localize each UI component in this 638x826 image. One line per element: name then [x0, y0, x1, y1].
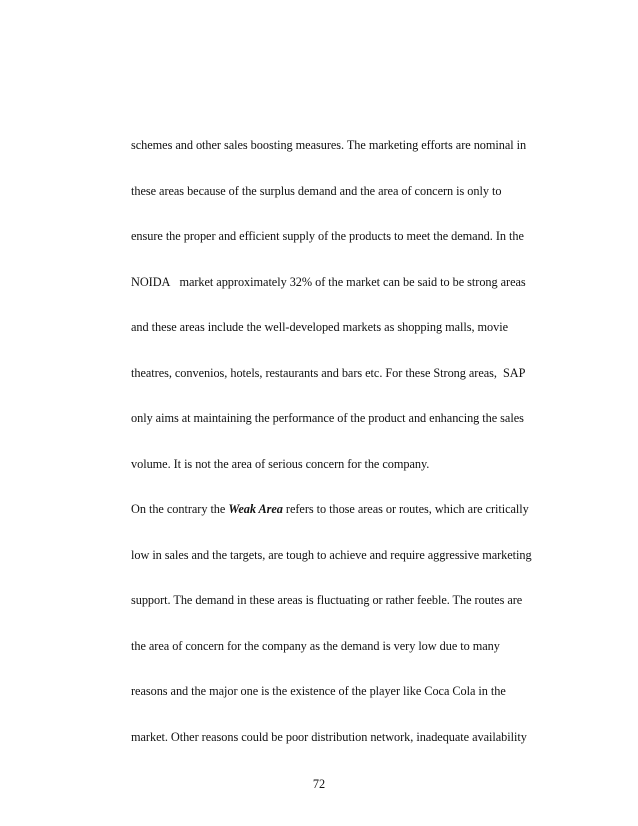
text-run: refers to those areas or routes, which are critically: [282, 502, 529, 516]
text-line: theatres, convenios, hotels, restaurants and bars etc. For these Strong areas, SAP: [131, 366, 526, 380]
text-line: [131, 501, 529, 517]
text-line: and these areas include the well-developed markets as shopping malls, movie: [131, 320, 508, 334]
text-line: support. The demand in these areas is fluctuating or rather feeble. The routes are: [131, 593, 523, 607]
text-line: ensure the proper and efficient supply of the products to meet the demand. In the: [131, 229, 524, 243]
text-line: NOIDA market approximately 32% of the market can be said to be strong areas: [131, 275, 526, 289]
text-line: reasons and the major one is the existence of the player like Coca Cola in the: [131, 684, 506, 698]
text-line: only aims at maintaining the performance of the product and enhancing the sales: [131, 411, 524, 425]
text-line: market. Other reasons could be poor distribution network, inadequate availability: [131, 730, 527, 744]
text-line: these areas because of the surplus demand and the area of concern is only to: [131, 184, 502, 198]
text-line: low in sales and the targets, are tough to achieve and require aggressive marketing: [131, 548, 532, 562]
text-line: volume. It is not the area of serious concern for the company.: [131, 457, 430, 471]
text-line: schemes and other sales boosting measures. The marketing efforts are nominal in: [131, 138, 527, 152]
text-line: the area of concern for the company as the demand is very low due to many: [131, 639, 500, 653]
text-run: On the contrary the: [131, 502, 229, 516]
emphasis-weak-area: Weak Area: [228, 502, 283, 516]
page-number: 72: [312, 777, 326, 791]
